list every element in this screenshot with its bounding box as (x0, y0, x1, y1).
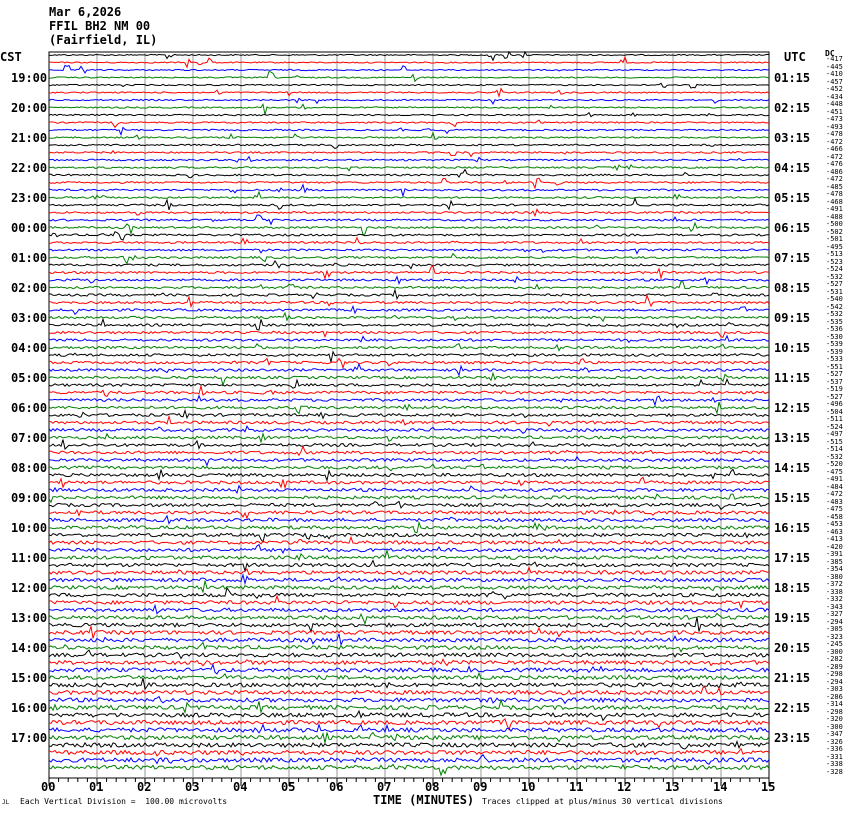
seismic-trace (49, 634, 769, 645)
dc-offset-label: -491 (826, 475, 843, 483)
dc-offset-label: -468 (826, 197, 843, 206)
utc-hour-label: 14:15 (774, 460, 811, 475)
dc-offset-label: -532 (826, 310, 843, 318)
x-tick-label: 03 (185, 780, 200, 794)
x-tick-label: 02 (137, 780, 152, 794)
x-tick-label: 09 (473, 780, 488, 794)
dc-offset-label: -532 (826, 452, 843, 461)
seismic-trace (49, 192, 769, 199)
cst-hour-label: 19:00 (11, 70, 48, 85)
seismic-trace (49, 673, 769, 679)
dc-offset-label: -420 (826, 542, 843, 551)
dc-offset-label: -338 (826, 760, 843, 768)
seismic-trace (49, 678, 769, 689)
seismic-trace (49, 434, 769, 442)
dc-offset-label: -327 (826, 610, 843, 618)
utc-hour-label: 16:15 (774, 520, 811, 535)
cst-hour-label: 00:00 (11, 220, 48, 235)
x-tick-label: 14 (713, 780, 728, 794)
dc-offset-label: -391 (826, 550, 843, 558)
cst-hour-label: 15:00 (11, 670, 48, 685)
dc-offset-label: -332 (826, 595, 843, 603)
seismic-trace (49, 545, 769, 553)
seismic-trace (49, 185, 769, 196)
dc-offset-label: -336 (826, 745, 843, 753)
seismic-trace (49, 416, 769, 426)
seismic-trace (49, 120, 769, 127)
dc-offset-label: -298 (826, 670, 843, 678)
cst-hour-label: 14:00 (11, 640, 48, 655)
dc-offset-label: -539 (826, 340, 843, 348)
seismic-trace (49, 742, 769, 749)
dc-offset-label: -338 (826, 587, 843, 596)
dc-offset-label: -323 (826, 632, 843, 641)
dc-offset-label: -463 (826, 527, 843, 536)
clip-note: Traces clipped at plus/minus 30 vertical divisions (482, 797, 723, 806)
seismic-trace (49, 379, 769, 388)
seismic-trace (49, 209, 769, 215)
dc-offset-label: -536 (826, 325, 843, 333)
seismic-trace (49, 457, 769, 466)
dc-offset-label: -300 (826, 722, 843, 731)
dc-offset-label: -483 (826, 497, 843, 506)
seismic-trace (49, 89, 769, 97)
seismic-trace (49, 386, 769, 396)
dc-offset-label: -527 (826, 392, 843, 401)
dc-offset-label: -282 (826, 655, 843, 663)
seismic-trace (49, 533, 769, 542)
cst-hour-label: 01:00 (11, 250, 48, 265)
station-location: (Fairfield, IL) (49, 33, 158, 47)
cst-hour-label: 05:00 (11, 370, 48, 385)
seismic-trace (49, 469, 769, 480)
seismic-trace (49, 665, 769, 674)
seismic-trace (49, 659, 769, 665)
dc-offset-label: -472 (826, 490, 843, 498)
dc-offset-label: -472 (826, 152, 843, 161)
plot-date: Mar 6,2026 (49, 5, 122, 19)
left-axis-title: CST (0, 50, 22, 64)
dc-offset-label: -303 (826, 685, 843, 693)
utc-hour-label: 10:15 (774, 340, 811, 355)
footer-mark: JL (2, 799, 10, 806)
x-tick-label: 00 (41, 780, 56, 794)
dc-offset-label: -532 (826, 272, 843, 281)
dc-offset-label: -466 (826, 145, 843, 153)
utc-hour-label: 09:15 (774, 310, 811, 325)
dc-offset-label: -451 (826, 107, 843, 116)
utc-hour-label: 20:15 (774, 640, 811, 655)
dc-offset-label: -413 (826, 535, 843, 543)
dc-offset-label: -286 (826, 692, 843, 701)
seismic-trace (49, 523, 769, 533)
dc-offset-label: -514 (826, 445, 843, 453)
seismic-trace (49, 344, 769, 351)
seismic-trace (49, 238, 769, 244)
dc-offset-label: -473 (826, 115, 843, 123)
seismic-trace (49, 477, 769, 487)
seismic-trace (49, 494, 769, 502)
dc-offset-label: -320 (826, 715, 843, 723)
offset-title: DC (825, 49, 835, 58)
dc-offset-label: -245 (826, 640, 843, 648)
seismic-trace (49, 501, 769, 509)
dc-offset-label: -453 (826, 520, 843, 528)
cst-hour-label: 10:00 (11, 520, 48, 535)
x-tick-label: 08 (425, 780, 440, 794)
utc-hour-label: 04:15 (774, 160, 811, 175)
utc-hour-label: 03:15 (774, 130, 811, 145)
seismic-trace (49, 447, 769, 456)
x-tick-label: 07 (377, 780, 392, 794)
seismic-trace (49, 178, 769, 188)
seismic-trace (49, 331, 769, 337)
seismic-trace (49, 352, 769, 362)
seismic-trace (49, 410, 769, 418)
dc-offset-label: -523 (826, 257, 843, 266)
seismic-trace (49, 313, 769, 321)
dc-offset-label: -485 (826, 182, 843, 191)
x-tick-label: 05 (281, 780, 296, 794)
seismic-trace (49, 650, 769, 658)
utc-hour-label: 23:15 (774, 730, 811, 745)
dc-offset-label: -472 (826, 175, 843, 183)
cst-hour-label: 07:00 (11, 430, 48, 445)
dc-offset-label: -475 (826, 505, 843, 513)
seismic-trace (49, 373, 769, 385)
dc-offset-label: -527 (826, 370, 843, 378)
seismic-trace (49, 358, 769, 367)
dc-offset-label: -410 (826, 70, 843, 78)
dc-offset-label: -472 (826, 137, 843, 146)
seismic-trace (49, 364, 769, 375)
cst-hour-label: 08:00 (11, 460, 48, 475)
dc-offset-label: -331 (826, 752, 843, 761)
dc-offset-label: -539 (826, 347, 843, 356)
dc-offset-label: -475 (826, 467, 843, 476)
cst-hour-label: 17:00 (11, 730, 48, 745)
seismic-trace (49, 426, 769, 433)
dc-offset-label: -294 (826, 677, 843, 686)
seismic-trace (49, 113, 769, 117)
utc-hour-label: 02:15 (774, 100, 811, 115)
seismic-trace (49, 215, 769, 224)
dc-offset-label: -484 (826, 482, 843, 491)
seismic-trace (49, 249, 769, 254)
seismic-trace (49, 605, 769, 613)
seismic-trace (49, 199, 769, 210)
dc-offset-label: -452 (826, 85, 843, 93)
seismic-trace (49, 295, 769, 306)
dc-offset-label: -314 (826, 700, 843, 708)
dc-offset-label: -524 (826, 422, 843, 431)
seismic-trace (49, 575, 769, 584)
x-tick-label: 01 (89, 780, 104, 794)
dc-offset-label: -497 (826, 430, 843, 438)
x-tick-label: 04 (233, 780, 248, 794)
seismic-trace (49, 613, 769, 623)
dc-offset-label: -531 (826, 287, 843, 296)
dc-offset-label: -515 (826, 437, 843, 446)
x-tick-label: 10 (521, 780, 536, 794)
dc-offset-label: -500 (826, 220, 843, 228)
utc-hour-label: 11:15 (774, 370, 811, 385)
seismic-trace (49, 52, 769, 60)
dc-offset-label: -448 (826, 100, 843, 108)
x-tick-label: 15 (761, 780, 776, 794)
seismic-trace (49, 464, 769, 470)
dc-offset-label: -530 (826, 332, 843, 341)
cst-hour-label: 16:00 (11, 700, 48, 715)
utc-hour-label: 13:15 (774, 430, 811, 445)
x-tick-label: 11 (569, 780, 584, 794)
seismic-trace (49, 144, 769, 148)
seismic-trace (49, 711, 769, 720)
seismic-trace (49, 440, 769, 449)
dc-offset-label: -501 (826, 235, 843, 243)
dc-offset-label: -524 (826, 265, 843, 273)
seismic-trace (49, 537, 769, 544)
dc-offset-label: -328 (826, 767, 843, 776)
scale-note: Each Vertical Division = 100.00 microvolts (20, 797, 228, 806)
seismic-trace (49, 282, 769, 289)
cst-hour-label: 12:00 (11, 580, 48, 595)
seismic-trace (49, 65, 769, 73)
seismic-trace (49, 687, 769, 695)
dc-offset-label: -493 (826, 122, 843, 131)
dc-offset-label: -551 (826, 362, 843, 371)
seismic-trace (49, 133, 769, 140)
dc-offset-label: -496 (826, 400, 843, 408)
cst-hour-label: 22:00 (11, 160, 48, 175)
seismic-trace (49, 104, 769, 115)
utc-hour-label: 01:15 (774, 70, 811, 85)
seismic-trace (49, 72, 769, 82)
cst-hour-label: 21:00 (11, 130, 48, 145)
seismic-trace (49, 169, 769, 177)
utc-hour-label: 22:15 (774, 700, 811, 715)
cst-hour-label: 11:00 (11, 550, 48, 565)
utc-hour-label: 06:15 (774, 220, 811, 235)
seismic-trace (49, 98, 769, 103)
dc-offset-label: -504 (826, 407, 843, 416)
dc-offset-label: -372 (826, 580, 843, 588)
seismic-trace (49, 336, 769, 342)
dc-offset-label: -326 (826, 737, 843, 746)
dc-offset-label: -520 (826, 460, 843, 468)
seismic-trace (49, 764, 769, 775)
seismic-trace (49, 157, 769, 163)
utc-hour-label: 17:15 (774, 550, 811, 565)
seismic-trace (49, 151, 769, 157)
seismic-trace (49, 261, 769, 269)
dc-offset-label: -513 (826, 250, 843, 258)
cst-hour-label: 03:00 (11, 310, 48, 325)
utc-hour-label: 07:15 (774, 250, 811, 265)
dc-offset-label: -385 (826, 557, 843, 566)
dc-offset-label: -434 (826, 92, 843, 101)
seismic-trace (49, 510, 769, 518)
seismic-trace (49, 581, 769, 592)
seismic-trace (49, 486, 769, 493)
utc-hour-label: 12:15 (774, 400, 811, 415)
seismic-trace (49, 254, 769, 264)
dc-offset-label: -347 (826, 730, 843, 738)
seismic-trace (49, 290, 769, 299)
seismic-trace (49, 319, 769, 330)
utc-hour-label: 19:15 (774, 610, 811, 625)
dc-offset-label: -488 (826, 212, 843, 221)
cst-hour-label: 02:00 (11, 280, 48, 295)
dc-offset-label: -458 (826, 512, 843, 521)
dc-offset-label: -535 (826, 317, 843, 326)
seismic-trace (49, 127, 769, 134)
station-code: FFIL BH2 NM 00 (49, 19, 151, 33)
seismic-trace (49, 402, 769, 413)
dc-offset-label: -486 (826, 167, 843, 176)
seismic-trace (49, 223, 769, 235)
utc-hour-label: 18:15 (774, 580, 811, 595)
dc-offset-label: -533 (826, 355, 843, 363)
right-axis-title: UTC (784, 50, 806, 64)
dc-offset-label: -417 (826, 55, 843, 63)
seismic-trace (49, 617, 769, 632)
seismic-trace (49, 626, 769, 638)
utc-hour-label: 21:15 (774, 670, 811, 685)
dc-offset-label: -478 (826, 190, 843, 198)
seismic-trace (49, 725, 769, 733)
dc-offset-label: -343 (826, 602, 843, 611)
dc-offset-label: -300 (826, 647, 843, 656)
seismic-trace (49, 306, 769, 314)
dc-offset-label: -540 (826, 295, 843, 303)
seismic-trace (49, 232, 769, 240)
dc-offset-label: -527 (826, 280, 843, 288)
dc-offset-label: -380 (826, 572, 843, 581)
seismic-trace (49, 733, 769, 743)
dc-offset-label: -478 (826, 130, 843, 138)
dc-offset-label: -305 (826, 625, 843, 633)
dc-offset-label: -476 (826, 160, 843, 168)
seismic-trace (49, 165, 769, 171)
utc-hour-label: 15:15 (774, 490, 811, 505)
utc-hour-label: 05:15 (774, 190, 811, 205)
dc-offset-label: -519 (826, 385, 843, 393)
dc-offset-label: -537 (826, 377, 843, 386)
x-tick-label: 13 (665, 780, 680, 794)
seismic-trace (49, 561, 769, 571)
dc-offset-label: -354 (826, 565, 843, 573)
cst-hour-label: 04:00 (11, 340, 48, 355)
x-axis-title: TIME (MINUTES) (373, 793, 475, 807)
seismic-trace (49, 266, 769, 279)
seismic-trace (49, 83, 769, 88)
cst-hour-label: 13:00 (11, 610, 48, 625)
dc-offset-label: -457 (826, 77, 843, 86)
cst-hour-label: 23:00 (11, 190, 48, 205)
seismic-trace (49, 719, 769, 730)
seismic-trace (49, 596, 769, 608)
cst-hour-label: 06:00 (11, 400, 48, 415)
dc-offset-label: -445 (826, 62, 843, 71)
seismic-trace (49, 396, 769, 405)
utc-hour-label: 08:15 (774, 280, 811, 295)
dc-offset-label: -289 (826, 662, 843, 671)
dc-offset-label: -491 (826, 205, 843, 213)
seismic-trace (49, 749, 769, 756)
cst-hour-label: 20:00 (11, 100, 48, 115)
dc-offset-label: -298 (826, 707, 843, 716)
dc-offset-label: -542 (826, 302, 843, 311)
seismic-trace (49, 57, 769, 67)
cst-hour-label: 09:00 (11, 490, 48, 505)
seismic-trace (49, 567, 769, 574)
seismic-trace (49, 516, 769, 524)
seismic-trace (49, 642, 769, 651)
x-tick-label: 06 (329, 780, 344, 794)
seismic-trace (49, 550, 769, 560)
seismic-trace (49, 697, 769, 704)
dc-offset-label: -495 (826, 242, 843, 251)
x-tick-label: 12 (617, 780, 632, 794)
dc-offset-label: -511 (826, 415, 843, 423)
dc-offset-label: -502 (826, 227, 843, 236)
dc-offset-label: -294 (826, 617, 843, 626)
